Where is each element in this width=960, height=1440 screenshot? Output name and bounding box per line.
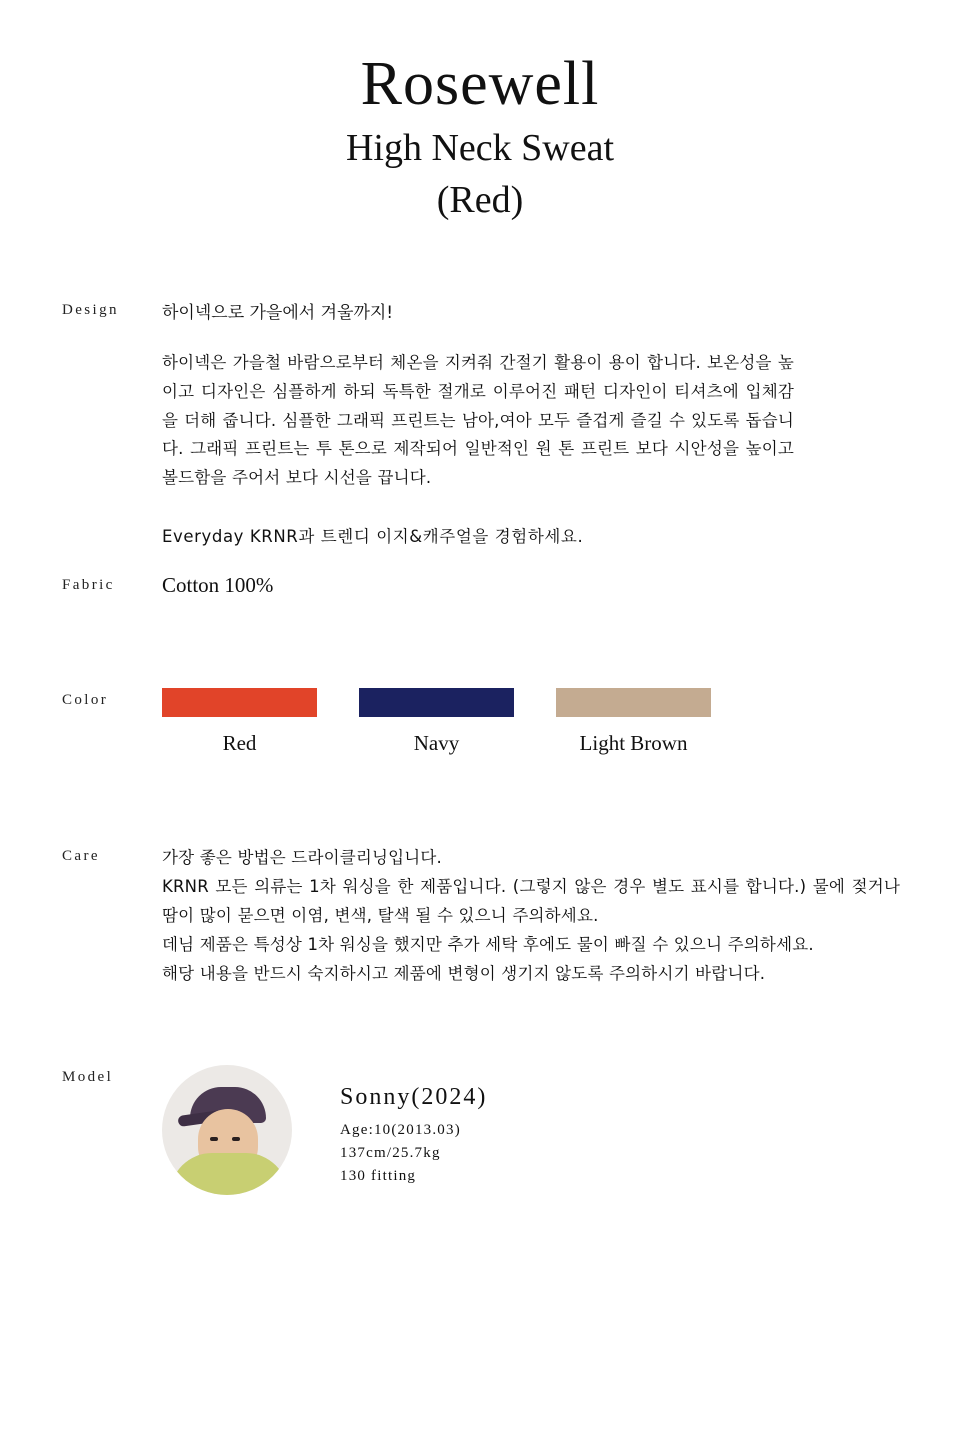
design-label: Design	[62, 301, 119, 318]
model-fitting: 130 fitting	[340, 1168, 417, 1185]
design-content	[162, 298, 900, 547]
model-wrap	[162, 1065, 900, 1195]
color-swatch-item[interactable]	[556, 688, 711, 756]
color-swatch-item[interactable]	[359, 688, 514, 756]
model-section	[0, 1065, 960, 1195]
color-swatch-label: Navy	[413, 731, 460, 756]
eye-left-icon	[210, 1137, 218, 1141]
product-title: High Neck Sweat	[345, 127, 615, 170]
page-header	[0, 0, 960, 226]
color-swatch-row	[162, 688, 900, 756]
model-avatar	[162, 1065, 292, 1195]
color-swatch-red[interactable]	[162, 688, 317, 717]
model-info	[340, 1084, 487, 1195]
design-section	[0, 298, 960, 547]
care-line: 가장 좋은 방법은 드라이클리닝입니다.	[162, 848, 443, 868]
care-line: KRNR 모든 의류는 1차 워싱을 한 제품입니다. (그렇지 않은 경우 별도 표시를 합니다.) 물에 젖거나 땀이 많이 묻으면 이염, 변색, 탈색 될 수 있으니 주의하세요.	[162, 877, 900, 925]
color-label: Color	[62, 692, 109, 709]
color-swatch-item[interactable]	[162, 688, 317, 756]
shirt-shape	[170, 1153, 288, 1195]
design-body-text: 하이넥은 가을철 바람으로부터 체온을 지켜줘 간절기 활용이 용이 합니다. 보온성을 높이고 디자인은 심플하게 하되 독특한 절개로 이루어진 패턴 디자인이 티셔츠에 입체감을 더해 줍니다. 심플한 그래픽 프린트는 남아,여아 모두 즐겁게 즐길 수 있도록 돕습니다. 그래픽 프린트는 투 톤으로 제작되어 일반적인 원 톤 프린트 보다 시안성을 높이고 볼드함을 주어서 보다 시선을 끕니다.	[162, 352, 794, 488]
fabric-section	[0, 573, 960, 598]
fabric-content	[162, 573, 900, 598]
model-content	[162, 1065, 900, 1195]
color-swatch-label: Light Brown	[579, 731, 688, 756]
model-name: Sonny(2024)	[340, 1083, 488, 1110]
model-label: Model	[62, 1068, 114, 1085]
color-swatch-light-brown[interactable]	[556, 688, 711, 717]
design-tagline: Everyday KRNR과 트렌디 이지&캐주얼을 경험하세요.	[162, 527, 584, 547]
product-color-variant: (Red)	[436, 179, 524, 222]
color-swatch-label: Red	[222, 731, 257, 756]
color-swatch-navy[interactable]	[359, 688, 514, 717]
eye-right-icon	[232, 1137, 240, 1141]
model-size: 137cm/25.7kg	[340, 1145, 441, 1162]
fabric-value: Cotton 100%	[162, 573, 274, 598]
model-age: Age:10(2013.03)	[340, 1121, 461, 1138]
brand-title: Rosewell	[360, 50, 600, 118]
care-section	[0, 844, 960, 988]
design-headline: 하이넥으로 가을에서 겨울까지!	[162, 302, 394, 323]
care-line: 해당 내용을 반드시 숙지하시고 제품에 변형이 생기지 않도록 주의하시기 바랍니다.	[162, 963, 766, 983]
care-label: Care	[62, 848, 100, 865]
care-line: 데님 제품은 특성상 1차 워싱을 했지만 추가 세탁 후에도 물이 빠질 수 있으니 주의하세요.	[162, 934, 814, 954]
care-content	[162, 844, 900, 988]
color-section	[0, 688, 960, 756]
color-content	[162, 688, 900, 756]
fabric-label: Fabric	[62, 577, 115, 594]
